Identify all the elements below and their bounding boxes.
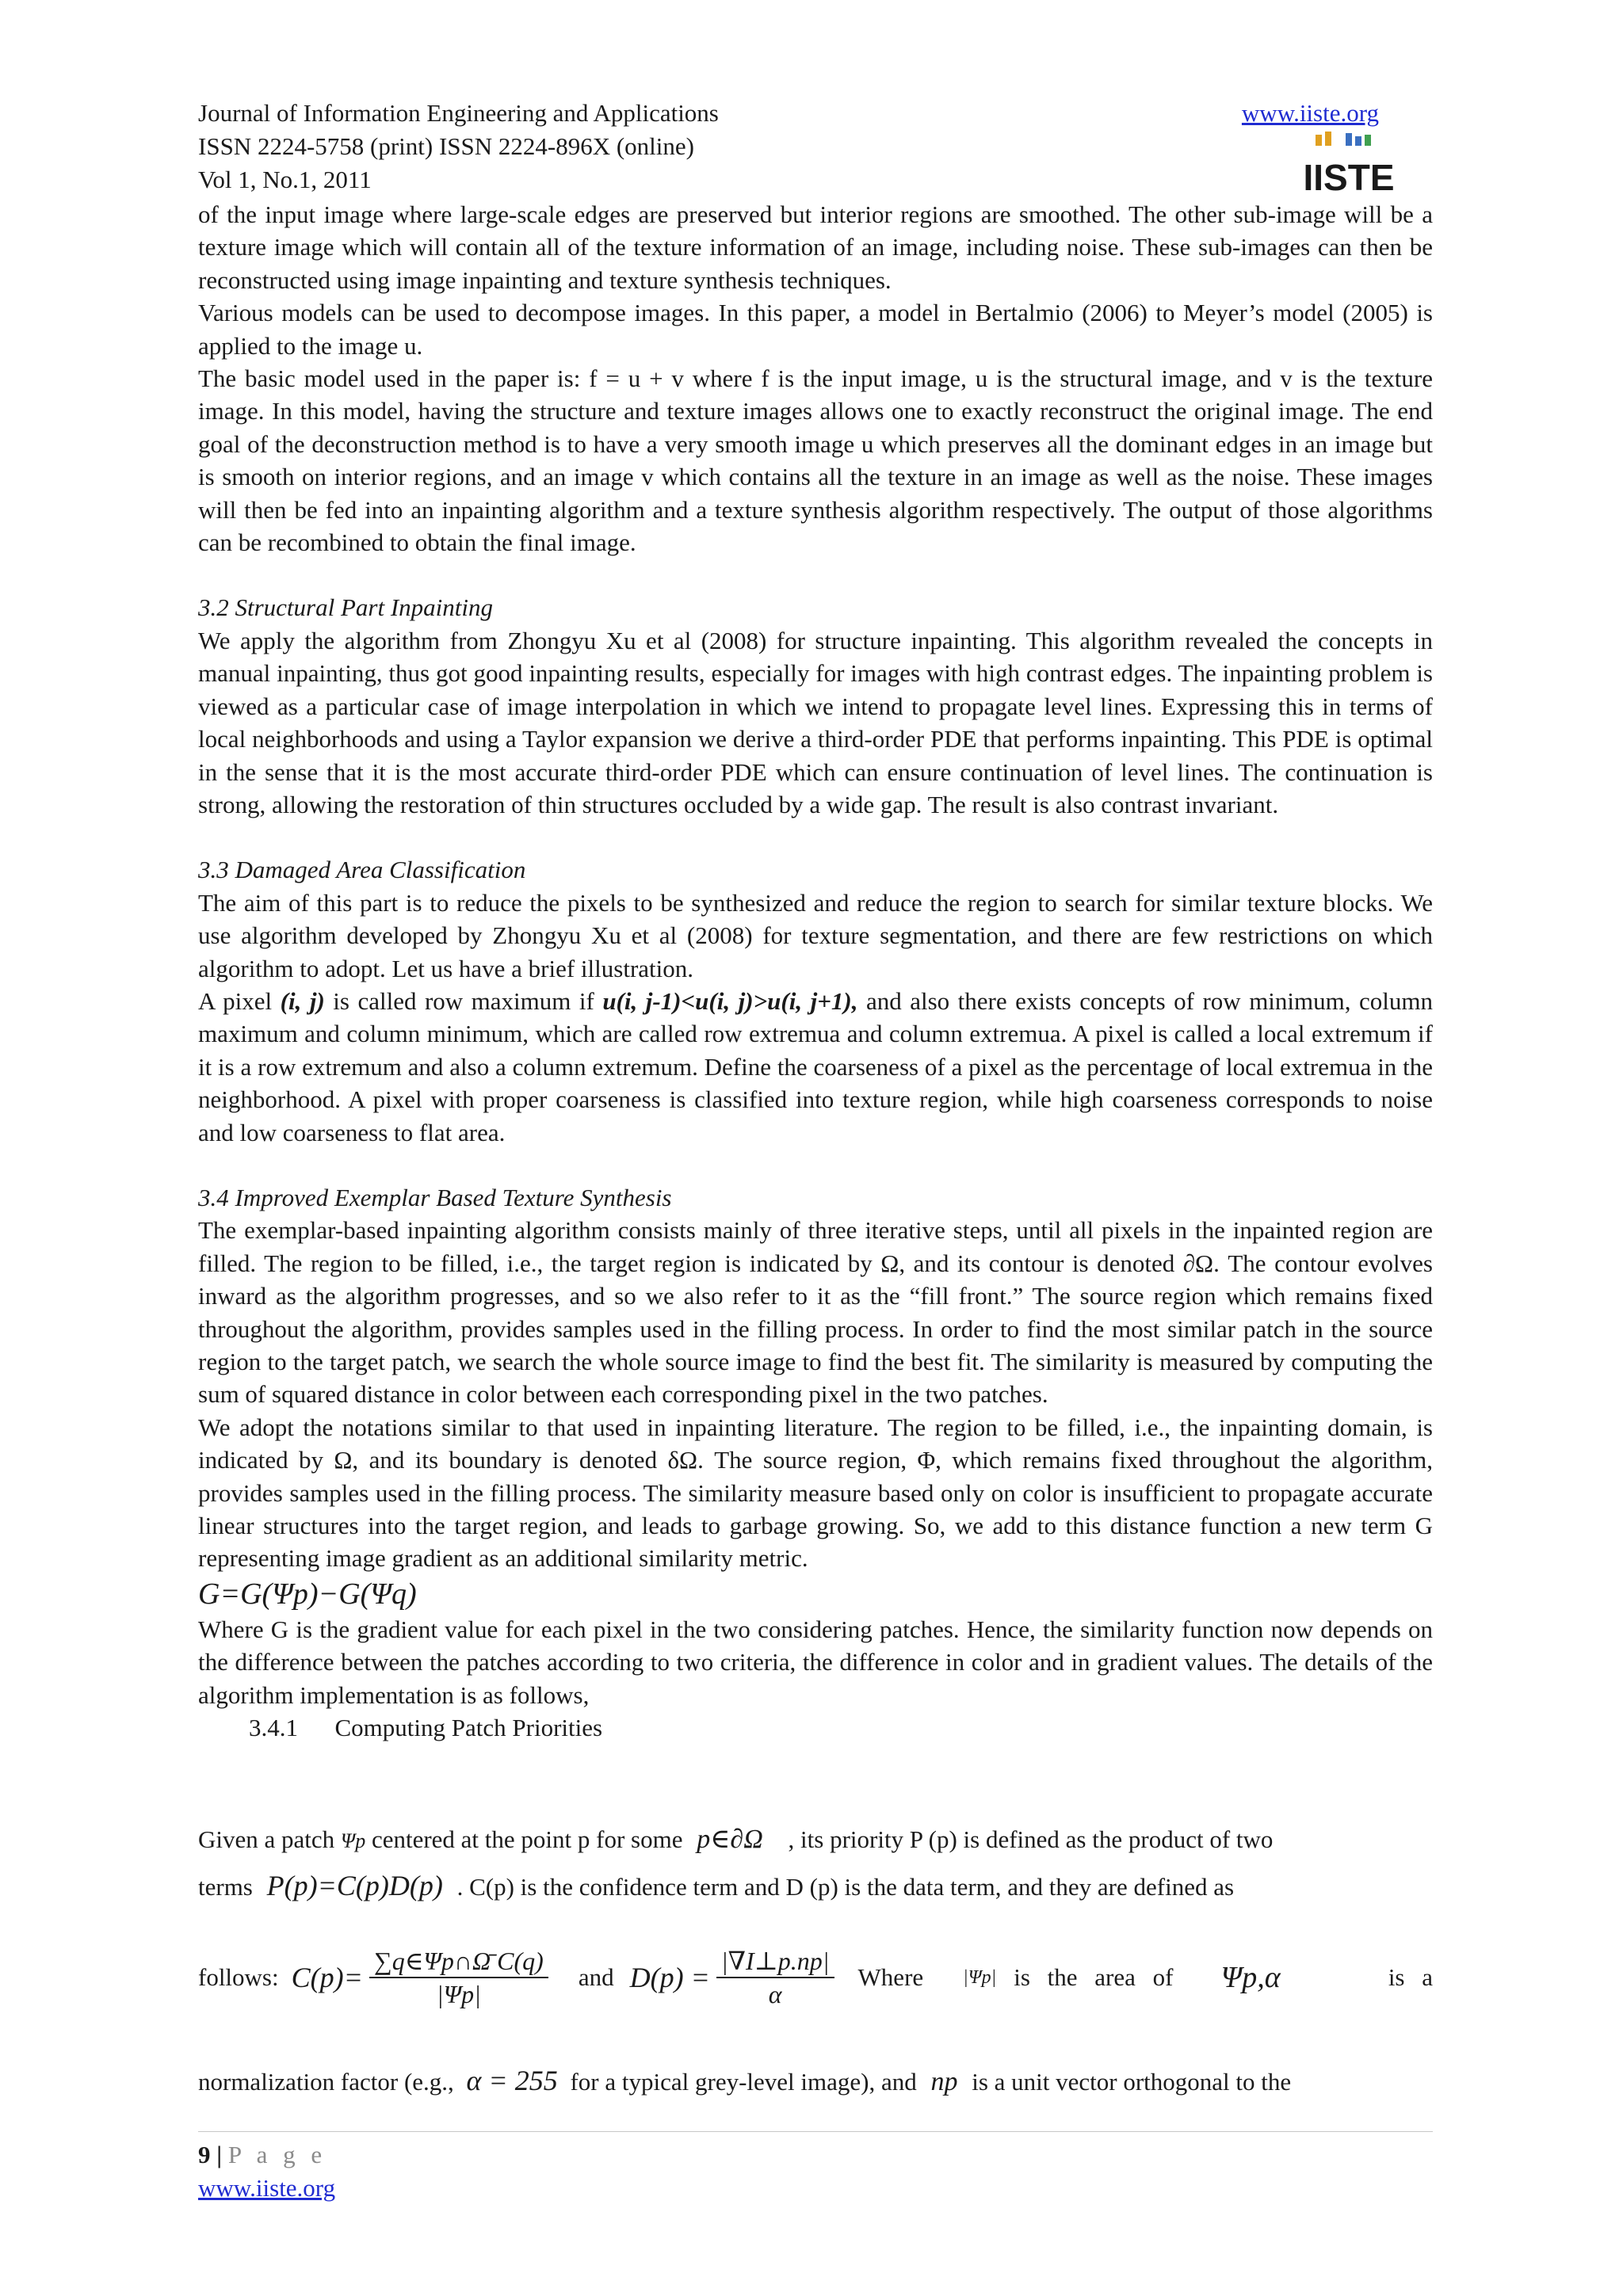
paragraph-intro: of the input image where large-scale edges are preserved but interior regions are smoothed. The other sub-image will be a texture image which will contain all of the texture information of an image, including noise. These sub-images can then be reconstructed using image inpainting and texture synthesis techniques. [198, 200, 1433, 294]
section-3-4-text-a: The exemplar-based inpainting algorithm consists mainly of three iterative steps, until all pixels in the inpainted region are filled. The region to be filled, i.e., the target region is indicated by Ω, and its contour is denoted ∂Ω. The contour evolves inward as the algorithm progresses, and so we also refer to it as the “fill front.” The source region which remains fixed throughout the algorithm, provides samples used in the filling process. In order to find the most similar patch in the source region to the target patch, we search the whole source image to find the best fit. The similarity is measured by computing the sum of squared distance in color between each corresponding pixel in the two patches. [198, 1216, 1433, 1409]
journal-title: Journal of Information Engineering and Applications [198, 99, 719, 127]
footer-divider [198, 2131, 1433, 2132]
terms-line: terms P(p)=C(p)D(p) . C(p) is the confidence term and D (p) is the data term, and they are defined as [198, 1870, 1235, 1901]
section-3-3-text-a: The aim of this part is to reduce the pixels to be synthesized and reduce the region to search for similar texture blocks. We use algorithm developed by Zhongyu Xu et al (2008) for texture segmentation, and there are few restrictions on which algorithm to adopt. Let us have a brief illustration. [198, 888, 1433, 982]
header-url[interactable]: www.iiste.org [1241, 99, 1379, 127]
section-3-4-text-b: We adopt the notations similar to that used in inpainting literature. The region to be filled, i.e., the inpainting domain, is indicated by Ω, and its boundary is denoted δΩ. The source region, Φ, which remains fixed throughout the algorithm, provides samples used in the filling process. The similarity measure based only on color is insufficient to propagate accurate linear structures into the target region, and leads to garbage growing. So, we add to this distance function a new term G representing image gradient as an additional similarity metric. [198, 1413, 1433, 1573]
section-3-2-title: 3.2 Structural Part Inpainting [198, 593, 493, 622]
data-term-fraction: $\frac{|\nabla I\perp p.np|}{\alpha}$ [716, 1945, 834, 2010]
section-3-4-title: 3.4 Improved Exemplar Based Texture Synthesis [198, 1183, 672, 1211]
priority-line: Given a patch Ψp centered at the point p for some p∈∂Ω , its priority P (p) is defined as the product of two [198, 1825, 1274, 1854]
section-3-2-text: We apply the algorithm from Zhongyu Xu et al (2008) for structure inpainting. This algorithm revealed the concepts in manual inpainting, thus got good inpainting results, especially for images with high contrast edges. The inpainting problem is viewed as a particular case of image interpolation in which we intend to propagate level lines. Expressing this in terms of local neighborhoods and using a Taylor expansion we derive a third-order PDE that performs inpainting. This PDE is optimal in the sense that it is the most accurate third-order PDE which can ensure continuation of level lines. The continuation is strong, allowing the restoration of thin structures occluded by a wide gap. The result is also contrast invariant. [198, 626, 1433, 818]
svg-text:IISTE: IISTE [1303, 157, 1395, 198]
iiste-logo [1303, 132, 1395, 198]
section-3-3-title: 3.3 Damaged Area Classification [198, 856, 526, 884]
subsection-3-4-1-title: 3.4.1 Computing Patch Priorities [249, 1714, 603, 1742]
section-3-4-text-c: Where G is the gradient value for each pixel in the two considering patches. Hence, the similarity function now depends on the difference between the patches according to two criteria, the difference in color and in gradient values. The details of the algorithm implementation is as follows, [198, 1615, 1433, 1709]
normalization-line: normalization factor (e.g., α = 255 for a typical grey-level image), and np is a unit vector orthogonal to the [198, 2065, 1292, 2096]
footer-url[interactable]: www.iiste.org [198, 2174, 336, 2202]
gradient-equation: G=G(Ψp)−G(Ψq) [198, 1577, 417, 1611]
article-body [198, 198, 1433, 1744]
section-3-3-text-b: A pixel (i, j) is called row maximum if u(i, j-1)<u(i, j)>u(i, j+1), and also there exists concepts of row minimum, column maximum and column minimum, which are called row extremua and column extremua. A pixel is called a local extremum if it is a row extremum and also a column extremum. Define the coarseness of a pixel as the percentage of local extremua in the neighborhood. A pixel with proper coarseness is classified into texture region, while high coarseness corresponds to noise and low coarseness to flat area. [198, 986, 1433, 1146]
issn-line: ISSN 2224-5758 (print) ISSN 2224-896X (online) [198, 132, 694, 160]
paragraph-models: Various models can be used to decompose images. In this paper, a model in Bertalmio (2006) to Meyer’s model (2005) is applied to the image u. [198, 299, 1433, 360]
paragraph-basic-model: The basic model used in the paper is: f = u + v where f is the input image, u is the structural image, and v is the texture image. In this model, having the structure and texture images allows one to exactly reconstruct the original image. The end goal of the deconstruction method is to have a very smooth image u which preserves all the dominant edges in an image but is smooth on interior regions, and an image v which contains all the texture in an image as well as the noise. These images will then be fed into an inpainting algorithm and a texture synthesis algorithm respectively. The output of those algorithms can be recombined to obtain the final image. [198, 364, 1433, 557]
confidence-fraction: $\frac{\sum q\in\Psi p\cap\Omegā C(q)}{|\Psi p|}$ [369, 1945, 548, 2010]
page-number: 9 | P a g e [198, 2141, 327, 2168]
definitions-line: follows: C(p)= $\frac{\sum q\in\Psi p\cap\Omegā C(q)}{|\Psi p|}$ and D(p) = $\frac{|\nabla I\perp p.np|}{\alpha}$ Where |Ψp| is the area of Ψp,α is a [198, 1947, 1433, 2008]
volume-line: Vol 1, No.1, 2011 [198, 166, 372, 193]
